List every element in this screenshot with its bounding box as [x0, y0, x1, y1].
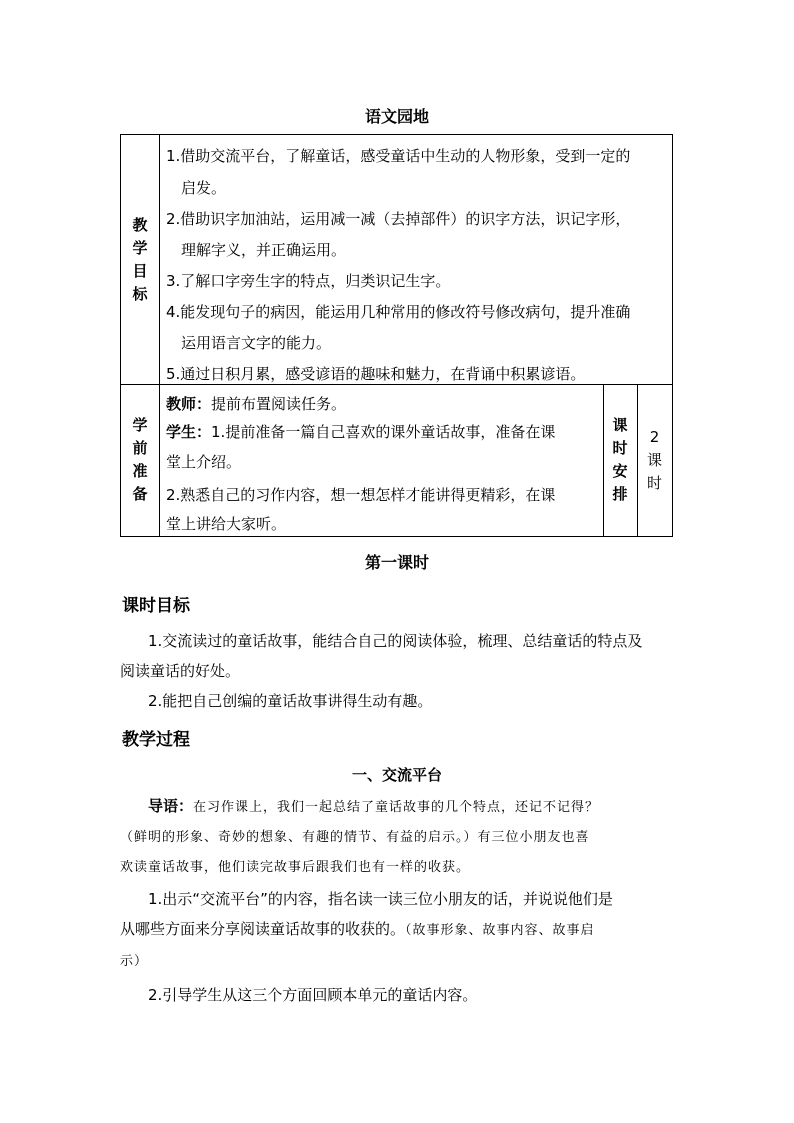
label-char: 安	[612, 462, 628, 480]
student-label: 学生：	[166, 423, 212, 441]
schedule-unit-char: 时	[646, 473, 662, 492]
prep-row-label	[121, 384, 159, 536]
step1-answer: （故事形象、故事内容、故事启	[405, 923, 595, 938]
intro-line-3: 欢读童话故事，他们读完故事后跟我们也有一样的收获。	[120, 860, 471, 875]
goal-item-2-line-2: 理解字义，并正确运用。	[181, 241, 347, 259]
teacher-text: 提前布置阅读任务。	[211, 395, 347, 413]
goal-item-4-line-2: 运用语言文字的能力。	[181, 334, 332, 352]
schedule-value	[637, 384, 672, 536]
goal-item-2-line-1: 2.借助识字加油站，运用减一减（去掉部件）的识字方法，识记字形，	[166, 210, 631, 228]
intro-line-1	[148, 795, 599, 816]
label-char: 标	[132, 284, 148, 303]
student-prep-line-3: 2.熟悉自己的习作内容，想一想怎样才能讲得更精彩，在课	[166, 486, 556, 504]
label-char: 时	[612, 439, 628, 457]
intro-line-2: （鲜明的形象、奇妙的想象、有趣的情节、有益的启示。）有三位小朋友也喜	[120, 830, 590, 845]
lesson-goal-1-line-1: 1.交流读过的童话故事，能结合自己的阅读体验，梳理、总结童话的特点及	[148, 632, 643, 650]
lesson-heading: 第一课时	[364, 553, 429, 572]
step1-line-2	[120, 918, 595, 939]
student-prep-line-2: 堂上介绍。	[166, 453, 242, 471]
student-prep-line-4: 堂上讲给大家听。	[166, 515, 287, 533]
label-char: 前	[132, 439, 148, 457]
schedule-number: 2	[649, 427, 660, 446]
goal-item-3: 3.了解口字旁生字的特点，归类识记生字。	[166, 272, 451, 290]
goals-row-label	[121, 135, 159, 384]
goal-item-4-line-1: 4.能发现句子的病因，能运用几种常用的修改符号修改病句，提升准确	[166, 303, 631, 321]
lesson-plan-table	[120, 134, 673, 537]
schedule-unit-char: 课	[646, 450, 662, 469]
goal-item-5: 5.通过日积月累，感受谚语的趣味和魅力，在背诵中积累谚语。	[166, 365, 586, 383]
goal-item-1-line-1: 1.借助交流平台，了解童话，感受童话中生动的人物形象，受到一定的	[166, 147, 631, 165]
intro-label: 导语：	[148, 797, 194, 815]
teacher-label: 教师：	[166, 395, 212, 413]
step2: 2.引导学生从这三个方面回顾本单元的童话内容。	[148, 986, 478, 1004]
step1-text: 从哪些方面来分享阅读童话故事的收获的。	[120, 920, 406, 938]
label-char: 学	[132, 416, 148, 434]
step1-line-3: 示）	[120, 954, 149, 969]
process-heading: 教学过程	[122, 730, 190, 750]
label-char: 目	[132, 261, 148, 280]
label-char: 备	[132, 485, 148, 503]
step1-line-1: 1.出示“交流平台”的内容，指名读一读三位小朋友的话，并说说他们是	[148, 890, 613, 908]
goals-heading: 课时目标	[122, 596, 190, 616]
table-divider	[159, 135, 160, 536]
teacher-prep	[166, 393, 346, 414]
lesson-goal-2: 2.能把自己创编的童话故事讲得生动有趣。	[148, 692, 433, 710]
label-char: 教	[132, 215, 148, 234]
lesson-goal-1-line-2: 阅读童话的好处。	[120, 662, 241, 680]
label-char: 排	[612, 485, 628, 503]
student-text: 1.提前准备一篇自己喜欢的课外童话故事，准备在课	[211, 423, 556, 441]
table-divider	[121, 384, 672, 385]
label-char: 准	[132, 462, 148, 480]
label-char: 课	[612, 416, 628, 434]
label-char: 学	[132, 238, 148, 257]
schedule-label	[603, 384, 637, 536]
page-title: 语文园地	[364, 107, 429, 126]
section-heading: 一、交流平台	[351, 766, 442, 784]
goal-item-1-line-2: 启发。	[181, 179, 227, 197]
student-prep-line-1	[166, 421, 555, 442]
intro-text: 在习作课上，我们一起总结了童话故事的几个特点，还记不记得？	[193, 800, 600, 815]
